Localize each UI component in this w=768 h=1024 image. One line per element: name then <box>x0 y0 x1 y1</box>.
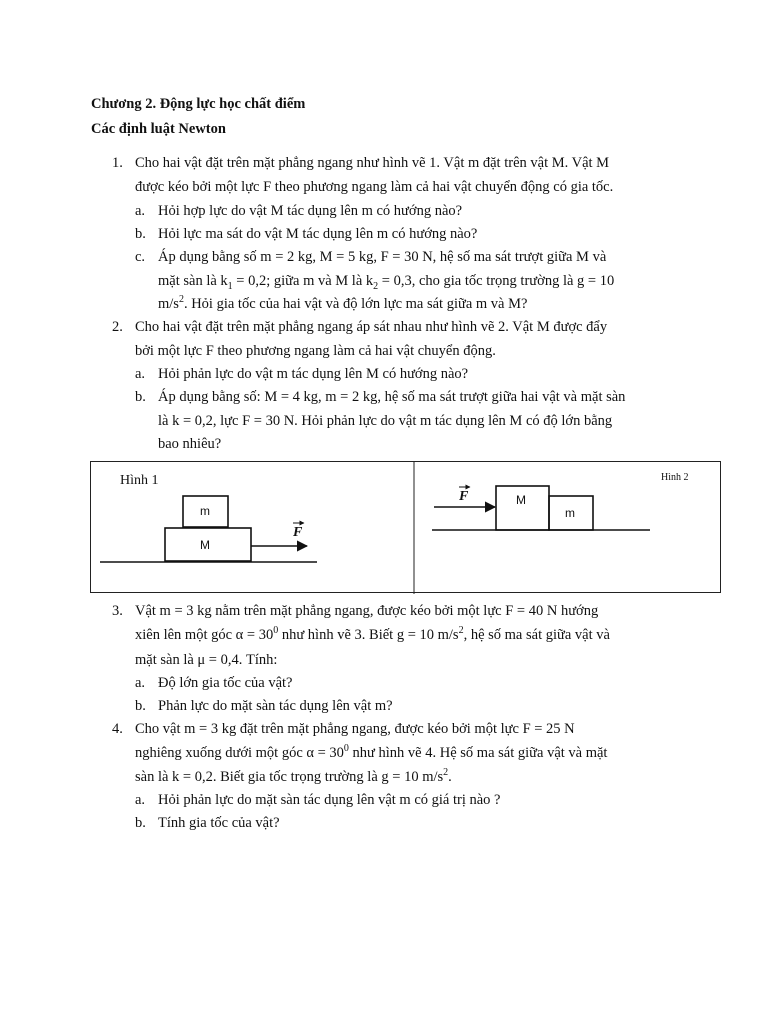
q2-line-2: bởi một lực F theo phương ngang làm cả hai vật chuyển động. <box>135 343 496 359</box>
q2-number: 2. <box>112 319 123 335</box>
fig2-force-label: F <box>459 489 469 504</box>
q1a-label: a. <box>135 203 146 219</box>
q2a-text: Hỏi phản lực do vật m tác dụng lên M có hướng nào? <box>158 366 469 382</box>
fig1-force-label: F <box>293 525 303 540</box>
fig1-block-M-label: M <box>200 538 210 552</box>
chapter-title: Chương 2. Động lực học chất điểm <box>91 96 306 112</box>
fig2-block-M-label: M <box>516 493 526 507</box>
q4b-text: Tính gia tốc của vật? <box>158 815 280 831</box>
q4-number: 4. <box>112 721 123 737</box>
fig2-block-m-label: m <box>565 506 575 520</box>
fig1-block-m-label: m <box>200 504 210 518</box>
q2b-line-3: bao nhiêu? <box>158 436 222 452</box>
q4-line-2: nghiêng xuống dưới một góc $\alpha = 30^0$ như hình vẽ 4. Hệ số ma sát giữa vật và mặt <box>135 743 608 761</box>
q4b-label: b. <box>135 815 146 831</box>
q3b-text: Phản lực do mặt sàn tác dụng lên vật m? <box>158 698 393 714</box>
q1c-label: c. <box>135 249 146 265</box>
q3-number: 3. <box>112 603 123 619</box>
q3-line-1: Vật m = 3 kg nằm trên mặt phẳng ngang, được kéo bởi một lực F = 40 N hướng <box>135 603 599 619</box>
q2b-label: b. <box>135 389 146 405</box>
figure-box <box>90 461 721 593</box>
q1-line-2: được kéo bởi một lực F theo phương ngang làm cả hai vật chuyển động có gia tốc. <box>135 179 614 195</box>
q1c-line-2: mặt sàn là $k_1 = 0,2$; giữa m và M là $k_2 = 0,3$, cho gia tốc trọng trường là g = 10 <box>158 273 615 292</box>
q1c-line-3: $m/s^2$. Hỏi gia tốc của hai vật và độ lớn lực ma sát giữa m và M? <box>158 294 528 312</box>
figure-1 <box>100 473 317 562</box>
q2-line-1: Cho hai vật đặt trên mặt phẳng ngang áp sát nhau như hình vẽ 2. Vật M được đẩy <box>135 319 608 335</box>
q4-line-1: Cho vật m = 3 kg đặt trên mặt phẳng ngang, được kéo bởi một lực F = 25 N <box>135 721 575 737</box>
q3-line-2: xiên lên một góc $\alpha = 30^0$ như hình vẽ 3. Biết g = 10 $m/s^2$, hệ số ma sát giữa vật và <box>135 625 610 643</box>
q1c-line-1: Áp dụng bằng số m = 2 kg, M = 5 kg, F = 30 N, hệ số ma sát trượt giữa M và <box>158 249 607 265</box>
q1b-text: Hỏi lực ma sát do vật M tác dụng lên m có hướng nào? <box>158 226 478 242</box>
section-title: Các định luật Newton <box>91 121 226 137</box>
q3b-label: b. <box>135 698 146 714</box>
q1b-label: b. <box>135 226 146 242</box>
q1-line-1: Cho hai vật đặt trên mặt phẳng ngang như hình vẽ 1. Vật m đặt trên vật M. Vật M <box>135 155 610 171</box>
fig1-title: Hình 1 <box>120 473 159 488</box>
q4a-text: Hỏi phản lực do mặt sàn tác dụng lên vật m có giá trị nào ? <box>158 792 501 808</box>
q4-line-3: sàn là k = 0,2. Biết gia tốc trọng trường là g = 10 $m/s^2$. <box>135 767 452 785</box>
q3-line-3: mặt sàn là μ = 0,4. Tính: <box>135 652 278 668</box>
q1a-text: Hỏi hợp lực do vật M tác dụng lên m có hướng nào? <box>158 203 463 219</box>
q2b-line-2: là k = 0,2, lực F = 30 N. Hỏi phản lực do vật m tác dụng lên M có độ lớn bằng <box>158 413 613 429</box>
q4a-label: a. <box>135 792 146 808</box>
q1-number: 1. <box>112 155 123 171</box>
figures-svg <box>91 462 722 594</box>
q2a-label: a. <box>135 366 146 382</box>
q3a-label: a. <box>135 675 146 691</box>
figure-2 <box>432 472 689 530</box>
fig2-title: Hình 2 <box>661 472 689 483</box>
q2b-line-1: Áp dụng bằng số: M = 4 kg, m = 2 kg, hệ số ma sát trượt giữa hai vật và mặt sàn <box>158 389 626 405</box>
q3a-text: Độ lớn gia tốc của vật? <box>158 675 293 691</box>
